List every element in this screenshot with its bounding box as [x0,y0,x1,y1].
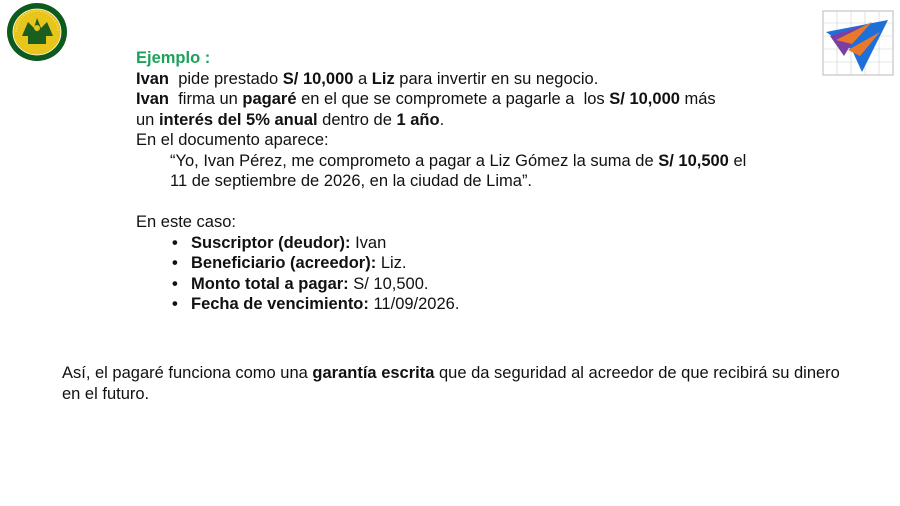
list-item: • Suscriptor (deudor): Ivan [172,233,756,254]
promissory-quote: “Yo, Ivan Pérez, me comprometo a pagar a Liz Gómez la suma de S/ 10,500 el 11 de septiembre de 2026, en la ciudad de Lima”. [170,151,747,190]
list-item: • Beneficiario (acreedor): Liz. [172,253,756,274]
list-item: • Monto total a pagar: S/ 10,500. [172,274,756,295]
list-item: • Fecha de vencimiento: 11/09/2026. [172,294,756,315]
example-heading: Ejemplo : [136,49,211,67]
document-intro: En el documento aparece: [136,131,329,149]
case-details-list [136,233,756,315]
example-line-1: Ivan pide prestado S/ 10,000 a Liz para invertir en su negocio. [136,69,599,88]
example-line-3: un interés del 5% anual dentro de 1 año. [136,110,445,129]
case-title: En este caso: [136,213,236,231]
university-seal-icon [6,2,68,62]
geometric-kite-logo-icon [822,10,894,76]
example-block [136,48,756,315]
conclusion-paragraph: Así, el pagaré funciona como una garantía escrita que da seguridad al acreedor de que recibirá su dinero en el futuro. [62,364,840,403]
example-line-2: Ivan firma un pagaré en el que se compromete a pagarle a los S/ 10,000 más [136,90,716,108]
